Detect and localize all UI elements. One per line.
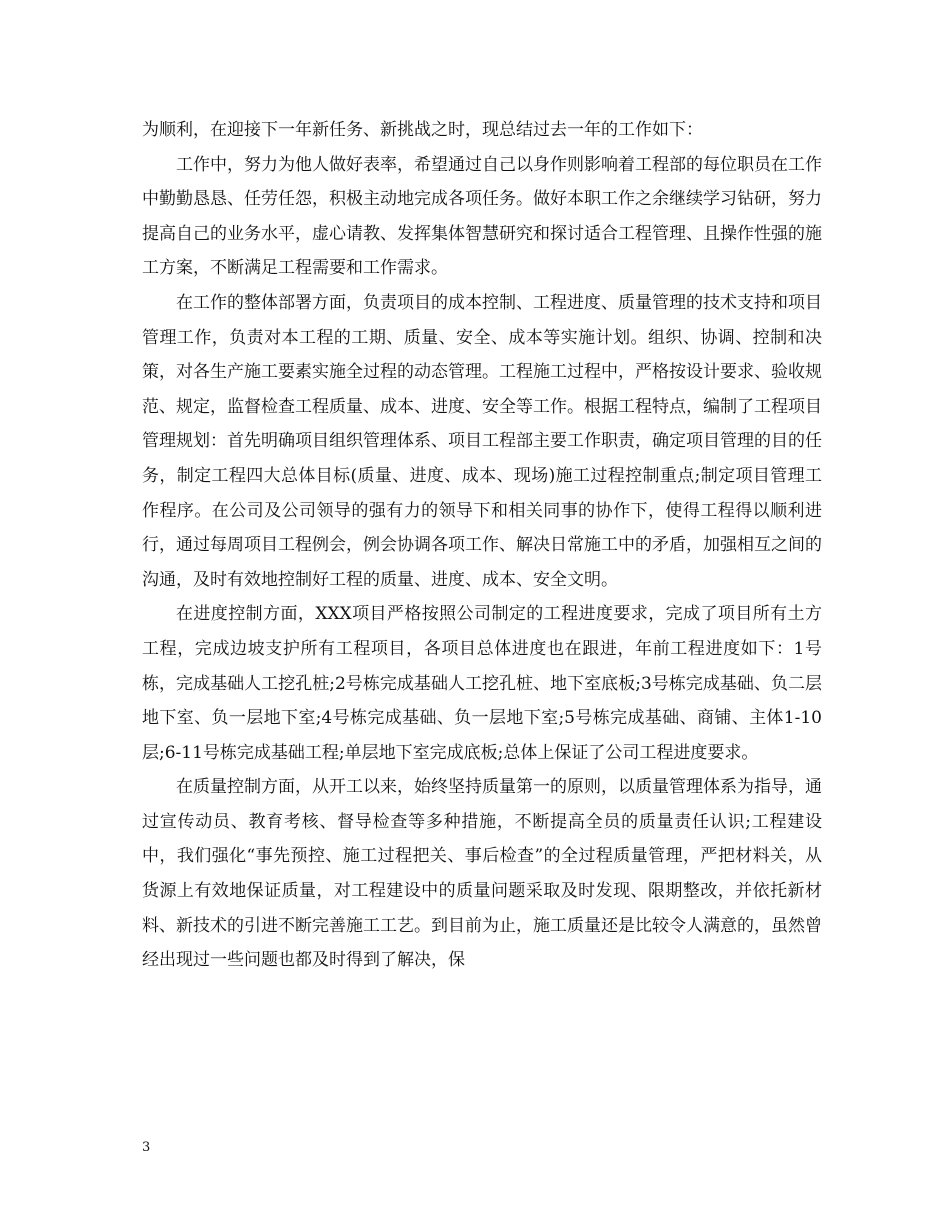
body-text [142, 113, 822, 978]
paragraph: 在质量控制方面，从开工以来，始终坚持质量第一的原则，以质量管理体系为指导，通过宣传动员、教育考核、督导检查等多种措施，不断提高全员的质量责任认识;工程建设中，我们强化“事先预控、施工过程把关、事后检查”的全过程质量管理，严把材料关，从货源上有效地保证质量，对工程建设中的质量问题采取及时发现、限期整改，并依托新材料、新技术的引进不断完善施工工艺。到目前为止，施工质量还是比较令人满意的，虽然曾经出现过一些问题也都及时得到了解决，保 [142, 777, 822, 971]
paragraph: 工作中，努力为他人做好表率，希望通过自己以身作则影响着工程部的每位职员在工作中勤勤恳恳、任劳任怨，积极主动地完成各项任务。做好本职工作之余继续学习钻研，努力提高自己的业务水平，虚心请教、发挥集体智慧研究和探讨适合工程管理、且操作性强的施工方案，不断满足工程需要和工作需求。 [142, 154, 822, 279]
page-number: 3 [142, 1140, 151, 1155]
paragraph: 为顺利，在迎接下一年新任务、新挑战之时，现总结过去一年的工作如下： [142, 120, 703, 140]
paragraph: 在进度控制方面，XXX项目严格按照公司制定的工程进度要求，完成了项目所有土方工程，完成边坡支护所有工程项目，各项目总体进度也在跟进，年前工程进度如下：1号栋，完成基础人工挖孔桩;2号栋完成基础人工挖孔桩、地下室底板;3号栋完成基础、负二层地下室、负一层地下室;4号栋完成基础、负一层地下室;5号栋完成基础、商铺、主体1-10层;6-11号栋完成基础工程;单层地下室完成底板;总体上保证了公司工程进度要求。 [142, 604, 822, 763]
paragraph: 在工作的整体部署方面，负责项目的成本控制、工程进度、质量管理的技术支持和项目管理工作，负责对本工程的工期、质量、安全、成本等实施计划。组织、协调、控制和决策，对各生产施工要素实施全过程的动态管理。工程施工过程中，严格按设计要求、验收规范、规定，监督检查工程质量、成本、进度、安全等工作。根据工程特点，编制了工程项目管理规划：首先明确项目组织管理体系、项目工程部主要工作职责，确定项目管理的目的任务，制定工程四大总体目标(质量、进度、成本、现场)施工过程控制重点;制定项目管理工作程序。在公司及公司领导的强有力的领导下和相关同事的协作下，使得工程得以顺利进行，通过每周项目工程例会，例会协调各项工作、解决日常施工中的矛盾，加强相互之间的沟通，及时有效地控制好工程的质量、进度、成本、安全文明。 [142, 292, 822, 590]
